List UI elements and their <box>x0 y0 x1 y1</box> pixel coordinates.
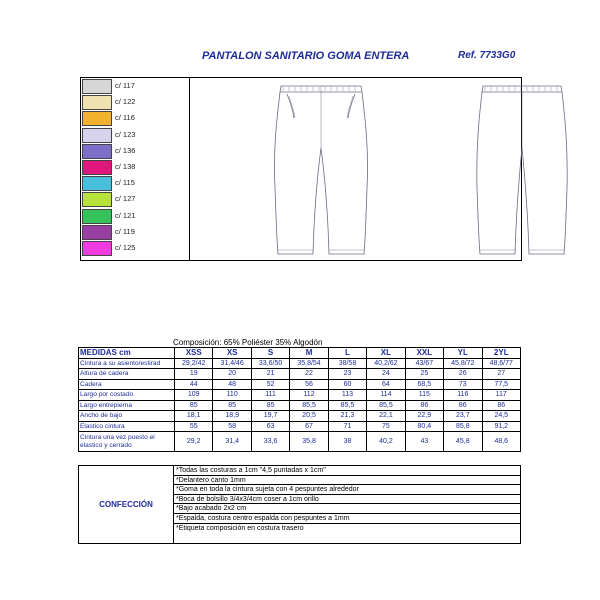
measurement-value: 19,7 <box>251 411 289 422</box>
color-code-label: c/ 116 <box>115 113 135 123</box>
measurement-value: 85,5 <box>290 400 328 411</box>
measurement-value: 18,1 <box>175 411 213 422</box>
measurement-value: 23 <box>328 369 366 380</box>
measurement-value: 114 <box>367 390 405 401</box>
table-row <box>79 358 521 369</box>
measurements-header: MEDIDAS cm <box>79 348 175 359</box>
instruction-line: *Espalda, costura centro espalda con pespuntes a 1mm <box>174 514 520 524</box>
measurement-value: 48,6/77 <box>482 358 521 369</box>
measurement-value: 77,5 <box>482 379 521 390</box>
measurement-label: Largo entrepierna <box>79 400 175 411</box>
measurement-value: 85,5 <box>367 400 405 411</box>
measurement-value: 35,8 <box>290 432 328 452</box>
confeccion-label: CONFECCIÓN <box>79 466 174 543</box>
measurement-label: Cintura a su asiento/estirad <box>79 358 175 369</box>
measurement-label: Largo por costado <box>79 390 175 401</box>
color-swatch <box>82 225 112 240</box>
color-code-label: c/ 122 <box>115 97 136 107</box>
measurement-value: 68,5 <box>405 379 443 390</box>
measurement-value: 52 <box>251 379 289 390</box>
measurement-value: 67 <box>290 421 328 432</box>
color-code-label: c/ 123 <box>115 129 136 139</box>
measurement-value: 58 <box>213 421 251 432</box>
measurement-value: 86 <box>405 400 443 411</box>
measurement-label: Altura de cadera <box>79 369 175 380</box>
measurement-value: 33,6 <box>251 432 289 452</box>
trousers-front-view <box>274 86 367 254</box>
measurement-value: 22 <box>290 369 328 380</box>
measurement-value: 40,2/62 <box>367 358 405 369</box>
size-column-header: M <box>290 348 328 359</box>
instruction-line: *Goma en toda la cintura sujeta con 4 pespuntes alrededor <box>174 485 520 495</box>
measurement-value: 116 <box>444 390 482 401</box>
measurement-value: 38 <box>328 432 366 452</box>
measurement-value: 48,6 <box>482 432 521 452</box>
measurement-label: Cintura una vez puesto el elastico y cerrado <box>79 432 175 452</box>
measurement-value: 38/58 <box>328 358 366 369</box>
measurement-value: 31,4/46 <box>213 358 251 369</box>
measurement-value: 23,7 <box>444 411 482 422</box>
color-code-label: c/ 125 <box>115 243 136 252</box>
measurement-value: 112 <box>290 390 328 401</box>
reference-code: Ref. 7733G0 <box>458 50 516 61</box>
measurement-value: 85 <box>213 400 251 411</box>
measurement-value: 27 <box>482 369 521 380</box>
measurement-value: 73 <box>444 379 482 390</box>
measurement-value: 31,4 <box>213 432 251 452</box>
table-row <box>79 411 521 422</box>
measurement-value: 20,5 <box>290 411 328 422</box>
measurement-value: 60 <box>328 379 366 390</box>
table-row <box>79 400 521 411</box>
measurement-value: 24,5 <box>482 411 521 422</box>
measurement-value: 85,5 <box>328 400 366 411</box>
color-swatch <box>82 79 112 94</box>
size-column-header: XSS <box>175 348 213 359</box>
measurement-value: 29,2 <box>175 432 213 452</box>
confeccion-panel <box>78 465 521 544</box>
measurement-value: 45,8 <box>444 432 482 452</box>
color-swatch <box>82 209 112 224</box>
measurement-value: 22,9 <box>405 411 443 422</box>
table-header-row <box>79 348 521 359</box>
measurement-value: 85 <box>175 400 213 411</box>
size-measurements-table <box>78 347 521 452</box>
size-column-header: YL <box>444 348 482 359</box>
measurement-value: 56 <box>290 379 328 390</box>
color-code-label: c/ 127 <box>115 194 136 204</box>
table-row <box>79 379 521 390</box>
divider <box>189 78 190 260</box>
measurement-value: 85,8 <box>444 421 482 432</box>
color-code-label: c/ 117 <box>115 81 135 90</box>
color-swatch <box>82 95 112 110</box>
table-body <box>79 358 521 452</box>
measurement-value: 33,6/50 <box>251 358 289 369</box>
measurement-label: Elastico cintura <box>79 421 175 432</box>
measurement-label: Ancho de bajo <box>79 411 175 422</box>
measurement-value: 29,2/42 <box>175 358 213 369</box>
measurement-value: 86 <box>482 400 521 411</box>
color-swatch <box>82 176 112 191</box>
measurement-value: 110 <box>213 390 251 401</box>
color-swatch <box>82 128 112 143</box>
measurement-value: 111 <box>251 390 289 401</box>
composition-text: Composición: 65% Poliéster 35% Algodón <box>173 338 323 347</box>
trousers-back-view <box>477 86 567 254</box>
measurement-value: 20 <box>213 369 251 380</box>
table-row <box>79 432 521 452</box>
instruction-line: *Bajo acabado 2x2 cm <box>174 504 520 514</box>
measurement-value: 113 <box>328 390 366 401</box>
measurement-value: 75 <box>367 421 405 432</box>
measurement-value: 26 <box>444 369 482 380</box>
measurement-value: 22,1 <box>367 411 405 422</box>
color-swatch <box>82 241 112 256</box>
measurement-value: 43/67 <box>405 358 443 369</box>
measurement-value: 71 <box>328 421 366 432</box>
measurement-label: Cadera <box>79 379 175 390</box>
table-row <box>79 421 521 432</box>
instruction-line: *Todas las costuras a 1cm "4,5 puntadas x 1cm" <box>174 466 520 476</box>
measurement-value: 35,8/54 <box>290 358 328 369</box>
measurement-value: 45,8/72 <box>444 358 482 369</box>
color-code-label: c/ 136 <box>115 145 136 155</box>
measurement-value: 91,2 <box>482 421 521 432</box>
measurement-value: 21 <box>251 369 289 380</box>
table-row <box>79 390 521 401</box>
page-title: PANTALON SANITARIO GOMA ENTERA <box>202 50 410 62</box>
color-swatch-panel <box>80 77 522 261</box>
size-column-header: XL <box>367 348 405 359</box>
measurement-value: 43 <box>405 432 443 452</box>
color-swatch <box>82 160 112 175</box>
size-column-header: 2YL <box>482 348 521 359</box>
color-swatch <box>82 111 112 126</box>
color-code-label: c/ 119 <box>115 226 135 236</box>
trousers-technical-drawing <box>261 78 600 260</box>
measurement-value: 63 <box>251 421 289 432</box>
instruction-line: *Boca de bolsillo 3/4x3/4cm coser a 1cm orillo <box>174 495 520 505</box>
color-code-label: c/ 138 <box>115 162 136 171</box>
measurement-value: 25 <box>405 369 443 380</box>
color-swatch <box>82 144 112 159</box>
color-code-label: c/ 115 <box>115 178 135 188</box>
table-row <box>79 369 521 380</box>
measurement-value: 21,3 <box>328 411 366 422</box>
measurement-value: 40,2 <box>367 432 405 452</box>
confeccion-instructions <box>174 466 520 533</box>
instruction-line: *Etiqueta composición en costura trasero <box>176 524 304 532</box>
measurement-value: 48 <box>213 379 251 390</box>
size-column-header: S <box>251 348 289 359</box>
measurement-value: 109 <box>175 390 213 401</box>
measurement-value: 44 <box>175 379 213 390</box>
measurement-value: 117 <box>482 390 521 401</box>
instruction-line: *Delantero canto 1mm <box>174 476 520 486</box>
measurement-value: 86 <box>444 400 482 411</box>
color-code-label: c/ 121 <box>115 210 136 220</box>
size-column-header: XS <box>213 348 251 359</box>
measurement-value: 64 <box>367 379 405 390</box>
measurement-value: 18,9 <box>213 411 251 422</box>
measurement-value: 24 <box>367 369 405 380</box>
measurement-value: 85 <box>251 400 289 411</box>
size-column-header: L <box>328 348 366 359</box>
measurement-value: 80,4 <box>405 421 443 432</box>
color-swatch <box>82 192 112 207</box>
measurement-value: 19 <box>175 369 213 380</box>
size-column-header: XXL <box>405 348 443 359</box>
measurement-value: 115 <box>405 390 443 401</box>
measurement-value: 55 <box>175 421 213 432</box>
